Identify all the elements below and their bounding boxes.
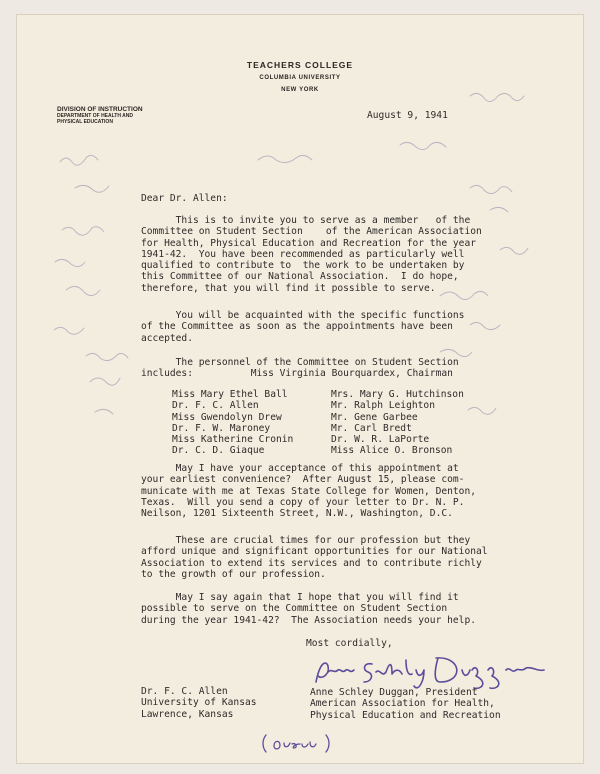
letterhead <box>0 60 600 93</box>
letter-date: August 9, 1941 <box>367 110 448 121</box>
handwritten-initials <box>260 732 340 754</box>
division-title: DIVISION OF INSTRUCTION <box>57 106 143 113</box>
paragraph-functions: You will be acquainted with the specific functions of the Committee as soon as the appointments have been accepted. <box>141 310 465 344</box>
members-list-right: Mrs. Mary G. Hutchinson Mr. Ralph Leighton Mr. Gene Garbee Mr. Carl Bredt Dr. W. R. LaPorte Miss Alice O. Bronson <box>331 389 464 457</box>
members-list-left: Miss Mary Ethel Ball Dr. F. C. Allen Miss Gwendolyn Drew Dr. F. W. Maroney Miss Katherine Cronin Dr. C. D. Giaque <box>172 389 294 457</box>
letterhead-institution: TEACHERS COLLEGE <box>246 60 354 70</box>
letterhead-city: NEW YORK <box>281 87 319 93</box>
paragraph-acceptance: May I have your acceptance of this appointment at your earliest convenience? After August 15, please com- municate with me at Texas State College for Women, Denton, Texas. Will you send a copy of your letter to Dr. N. P. Neilson, 1201 Sixteenth Street, N.W., Washington, D.C. <box>141 463 477 520</box>
paragraph-personnel: The personnel of the Committee on Student Section includes: Miss Virginia Bourquardex, Chairman <box>141 357 459 380</box>
handwritten-signature <box>312 652 547 692</box>
signature-block: Anne Schley Duggan, President American Association for Health, Physical Education and Recreation <box>310 687 501 721</box>
salutation: Dear Dr. Allen: <box>141 193 228 204</box>
department-line2: PHYSICAL EDUCATION <box>57 119 113 125</box>
recipient-address: Dr. F. C. Allen University of Kansas Lawrence, Kansas <box>141 686 257 720</box>
paragraph-invitation: This is to invite you to serve as a member of the Committee on Student Section of the American Association for Health, Physical Education and Recreation for the year 1941-42. You have been recommended as particularly well qualified to contribute to the work to be undertaken by this Committee of our National Association. I do hope, therefore, that you will find it possible to serve. <box>141 215 482 294</box>
letterhead-university: COLUMBIA UNIVERSITY <box>259 75 341 81</box>
paragraph-crucial-times: These are crucial times for our profession but they afford unique and significant opportunities for our National Association to extend its services and to contribute richly to the growth of our profession. <box>141 535 488 580</box>
department-line1: DEPARTMENT OF HEALTH AND <box>57 113 134 119</box>
closing: Most cordially, <box>306 638 393 649</box>
paragraph-closing-request: May I say again that I hope that you will find it possible to serve on the Committee on Student Section during the year 1941-42? The Association needs your help. <box>141 592 477 626</box>
division-heading <box>57 106 143 125</box>
